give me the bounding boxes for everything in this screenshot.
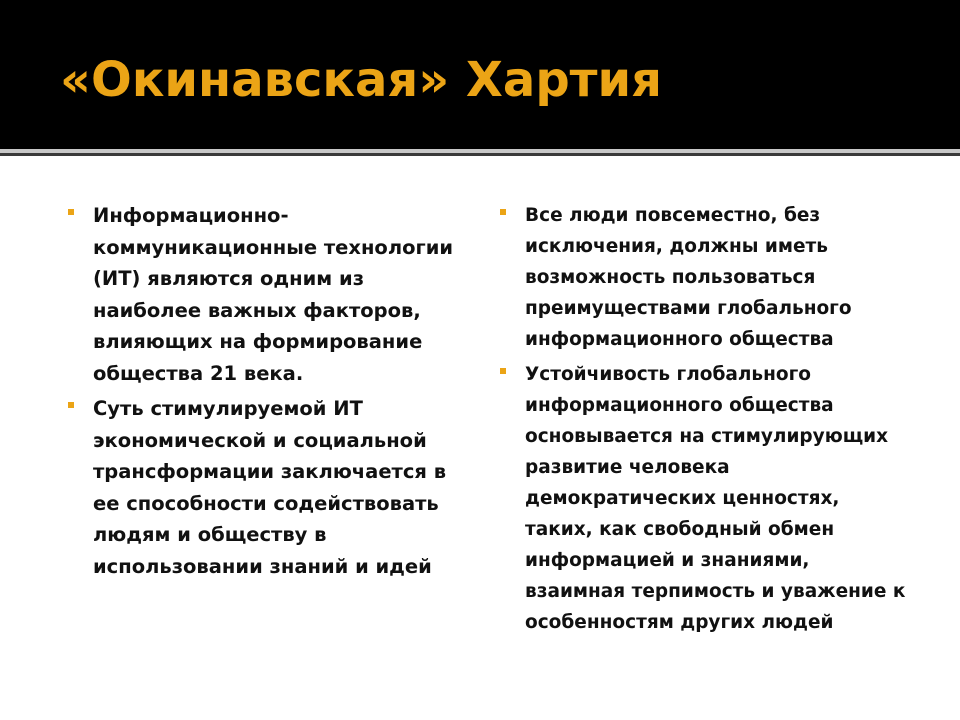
bullet-text: Все люди повсеместно, без исключения, должны иметь возможность пользоваться преимуществами глобального информационного общества [525,205,852,350]
bullet-text: Устойчивость глобального информационного общества основывается на стимулирующих развитие человека демократических ценностях, таких, как свободный обмен информацией и знаниями, взаимная терпимость и уважение к особенностям других людей [525,364,906,633]
bullet-text: Информационно-коммуникационные технологии (ИТ) являются одним из наиболее важных факторов, влияющих на формирование общества 21 века. [93,204,454,385]
right-bullet-list [498,200,908,638]
bullet-text: Суть стимулируемой ИТ экономической и социальной трансформации заключается в ее способности содействовать людям и обществу в использовании знаний и идей [93,397,447,578]
title-bar [0,0,960,149]
slide-title: «Окинавская» Хартия [60,52,662,108]
bullet-item [66,393,466,582]
bullet-item [498,359,908,638]
bullet-square-icon [500,368,506,374]
left-bullet-list [66,200,466,582]
bullet-square-icon [68,209,74,215]
left-column [66,200,466,586]
bullet-square-icon [68,402,74,408]
bullet-item [66,200,466,389]
bullet-item [498,200,908,355]
slide-content [0,156,960,720]
right-column [498,200,908,642]
bullet-square-icon [500,209,506,215]
